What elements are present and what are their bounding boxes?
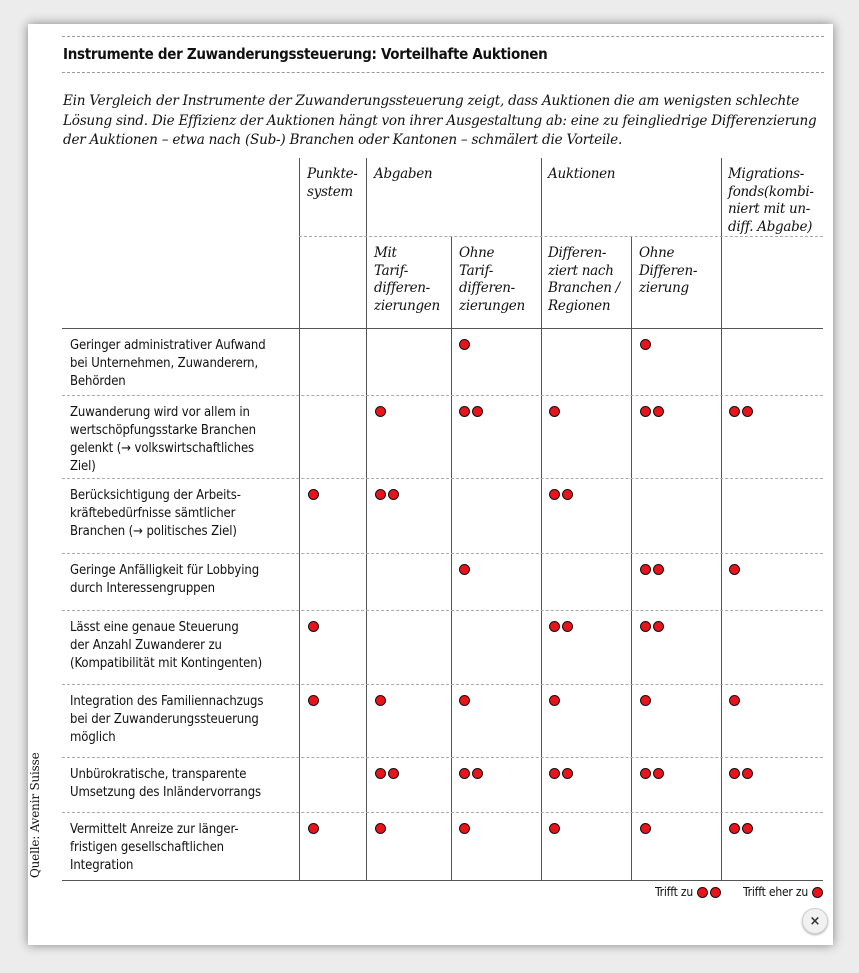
- criterion-label: Lässt eine genaue Steuerung der Anzahl Zuwanderer zu (Kompatibilität mit Kontingenten): [70, 620, 263, 671]
- rating-cell: [640, 695, 651, 706]
- column-divider: [451, 236, 452, 880]
- rating-dot: [308, 695, 319, 706]
- criterion-label: Unbürokratische, transparente Umsetzung des Inländervorrangs: [70, 767, 262, 800]
- row-divider: [62, 757, 823, 758]
- row-divider: [62, 553, 823, 554]
- criterion-label: Geringer administrativer Aufwand bei Unternehmen, Zuwanderern, Behörden: [70, 338, 266, 389]
- legend-trifft-eher-zu-label: Trifft eher zu: [742, 885, 808, 899]
- rating-cell: [459, 695, 470, 706]
- rating-dot: [459, 768, 470, 779]
- rating-cell: [459, 406, 483, 417]
- rating-dot: [640, 695, 651, 706]
- rating-dot: [459, 695, 470, 706]
- rating-dot: [549, 695, 560, 706]
- rating-cell: [308, 695, 319, 706]
- table-bottom-rule: [62, 880, 823, 881]
- col-header-mit-tarif: Mit Tarif- differen- zierungen: [374, 245, 440, 314]
- rating-dot: [562, 489, 573, 500]
- rating-dot: [640, 768, 651, 779]
- rating-cell: [640, 823, 651, 834]
- criterion-label: Vermittelt Anreize zur länger- fristigen gesellschaftlichen Integration: [70, 822, 239, 873]
- rating-cell: [640, 621, 664, 632]
- column-divider: [541, 158, 542, 880]
- rating-cell: [640, 564, 664, 575]
- rating-dot: [549, 768, 560, 779]
- rating-dot: [388, 489, 399, 500]
- col-header-punktesystem: Punkte- system: [307, 166, 358, 200]
- header-divider: [299, 236, 823, 237]
- rating-dot: [640, 406, 651, 417]
- rating-dot: [549, 406, 560, 417]
- legend: [655, 885, 823, 899]
- rating-cell: [549, 768, 573, 779]
- rating-dot: [375, 489, 386, 500]
- column-divider: [299, 158, 300, 880]
- col-header-differenziert: Differen- ziert nach Branchen / Regionen: [548, 245, 620, 314]
- rating-dot: [459, 823, 470, 834]
- source-note: Quelle: Avenir Suisse: [28, 752, 42, 878]
- rating-dot: [729, 406, 740, 417]
- rating-dot: [472, 406, 483, 417]
- rating-dot: [549, 823, 560, 834]
- rating-dot: [729, 768, 740, 779]
- rating-cell: [308, 489, 319, 500]
- rating-cell: [640, 339, 651, 350]
- close-button[interactable]: [802, 908, 828, 934]
- rating-dot: [549, 621, 560, 632]
- column-divider: [631, 236, 632, 880]
- rating-dot: [308, 621, 319, 632]
- rating-dot: [375, 695, 386, 706]
- rating-cell: [459, 339, 470, 350]
- legend-one-dot: [812, 887, 823, 898]
- criterion-label: Zuwanderung wird vor allem in wertschöpfungsstarke Branchen gelenkt (→ volkswirtschaftliches Ziel): [70, 405, 256, 474]
- criterion-label: Berücksichtigung der Arbeits- kräftebedürfnisse sämtlicher Branchen (→ politisches Ziel): [70, 488, 241, 539]
- row-divider: [62, 610, 823, 611]
- rating-cell: [459, 823, 470, 834]
- rating-dot: [308, 823, 319, 834]
- intro-text: Ein Vergleich der Instrumente der Zuwanderungssteuerung zeigt, dass Auktionen die am wenigsten schlechte Lösung sind. Die Effizienz der Auktionen hängt von ihrer Ausgestaltung ab: eine zu feingliedrige Differenzierung der Auktionen – etwa nach (Sub-) Branchen oder Kantonen – schmälert die Vorteile.: [63, 93, 817, 148]
- rating-dot: [562, 768, 573, 779]
- close-icon: ×: [809, 913, 821, 929]
- rating-cell: [549, 406, 560, 417]
- rating-dot: [742, 406, 753, 417]
- row-divider: [62, 395, 823, 396]
- rating-cell: [729, 564, 740, 575]
- rating-dot: [653, 768, 664, 779]
- rating-cell: [549, 695, 560, 706]
- rating-dot: [653, 621, 664, 632]
- rating-dot: [459, 406, 470, 417]
- rating-dot: [742, 768, 753, 779]
- rating-dot: [459, 564, 470, 575]
- rating-cell: [549, 823, 560, 834]
- col-header-auktionen: Auktionen: [548, 166, 616, 182]
- criterion-label: Integration des Familiennachzugs bei der Zuwanderungssteuerung möglich: [70, 694, 264, 745]
- rating-dot: [375, 768, 386, 779]
- column-divider: [366, 158, 367, 880]
- rating-dot: [653, 406, 664, 417]
- row-divider: [62, 684, 823, 685]
- rating-dot: [729, 695, 740, 706]
- rating-cell: [640, 768, 664, 779]
- infographic-card: [28, 24, 833, 945]
- rating-cell: [729, 695, 740, 706]
- rating-cell: [375, 406, 386, 417]
- rating-cell: [549, 489, 573, 500]
- rating-dot: [729, 823, 740, 834]
- rating-dot: [640, 564, 651, 575]
- rating-cell: [459, 564, 470, 575]
- rating-cell: [375, 768, 399, 779]
- rating-dot: [729, 564, 740, 575]
- rating-dot: [653, 564, 664, 575]
- rating-cell: [549, 621, 573, 632]
- row-divider: [62, 812, 823, 813]
- rating-dot: [375, 823, 386, 834]
- header-bottom-rule: [62, 328, 823, 329]
- rating-dot: [697, 887, 708, 898]
- col-header-migrationsfonds: Migrations- fonds(kombi- niert mit un- diff. Abgabe): [728, 166, 814, 235]
- rating-dot: [640, 823, 651, 834]
- rating-dot: [640, 621, 651, 632]
- rating-cell: [308, 823, 319, 834]
- rating-cell: [729, 823, 753, 834]
- rating-cell: [375, 823, 386, 834]
- rating-dot: [710, 887, 721, 898]
- rating-cell: [375, 489, 399, 500]
- rating-cell: [729, 768, 753, 779]
- rating-dot: [549, 489, 560, 500]
- legend-trifft-zu-label: Trifft zu: [654, 885, 693, 899]
- rating-dot: [388, 768, 399, 779]
- col-header-ohne-differenzierung: Ohne Differen- zierung: [639, 245, 698, 296]
- rating-dot: [375, 406, 386, 417]
- rating-dot: [459, 339, 470, 350]
- legend-two-dots: [697, 887, 721, 898]
- rating-cell: [640, 406, 664, 417]
- rating-cell: [308, 621, 319, 632]
- rating-dot: [640, 339, 651, 350]
- rating-dot: [562, 621, 573, 632]
- rating-cell: [459, 768, 483, 779]
- col-header-ohne-tarif: Ohne Tarif- differen- zierungen: [459, 245, 525, 314]
- rating-cell: [375, 695, 386, 706]
- col-header-abgaben: Abgaben: [374, 166, 433, 182]
- rating-cell: [729, 406, 753, 417]
- rating-dot: [742, 823, 753, 834]
- rating-dot: [472, 768, 483, 779]
- column-divider: [721, 158, 722, 880]
- page-title: Instrumente der Zuwanderungssteuerung: Vorteilhafte Auktionen: [63, 45, 548, 63]
- rating-dot: [308, 489, 319, 500]
- comparison-table: [28, 24, 833, 945]
- criterion-label: Geringe Anfälligkeit für Lobbying durch Interessengruppen: [70, 563, 260, 596]
- row-divider: [62, 478, 823, 479]
